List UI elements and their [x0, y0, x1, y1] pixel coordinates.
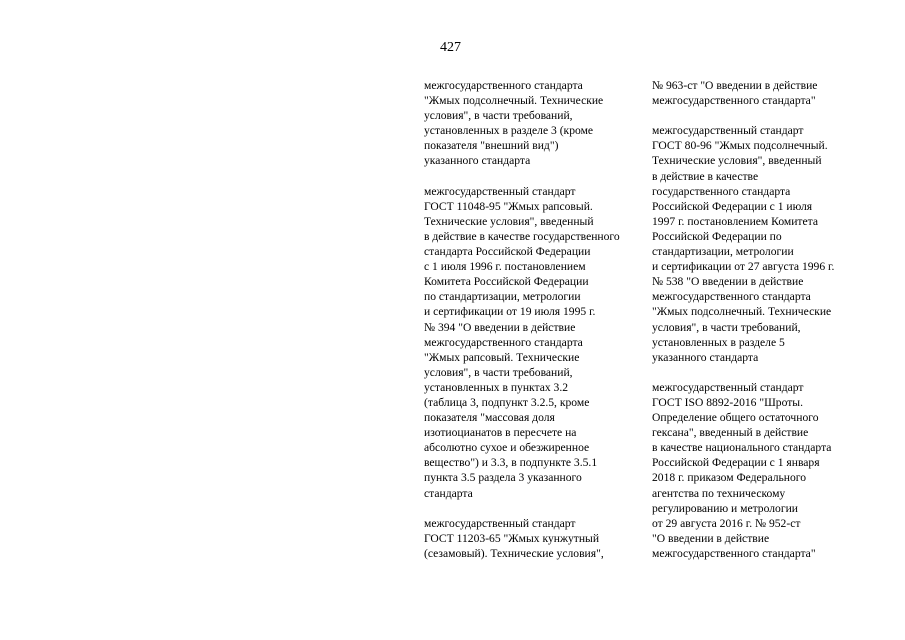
text-line: Технические условия", введенный [424, 214, 594, 228]
text-line: абсолютно сухое и обезжиренное [424, 441, 590, 455]
text-line: вещество") и 3.3, в подпункте 3.5.1 [424, 456, 598, 470]
text-line: агентства по техническому [652, 486, 786, 500]
text-line: условия", в части требований, [652, 320, 801, 334]
text-line: № 394 "О введении в действие [424, 320, 576, 334]
text-line: установленных в пунктах 3.2 [424, 380, 569, 394]
paragraph [424, 516, 639, 561]
text-line: установленных в разделе 3 (кроме [424, 124, 594, 138]
paragraph [424, 78, 639, 169]
text-line: ГОСТ 11048-95 "Жмых рапсовый. [424, 199, 593, 213]
text-line: (таблица 3, подпункт 3.2.5, кроме [424, 395, 590, 409]
text-line: с 1 июля 1996 г. постановлением [424, 260, 586, 274]
text-line: стандарта [424, 486, 473, 500]
text-line: "Жмых подсолнечный. Технические [652, 305, 832, 319]
paragraph [424, 184, 639, 501]
text-line: межгосударственного стандарта" [652, 94, 816, 108]
text-line: указанного стандарта [424, 154, 531, 168]
text-line: Российской Федерации с 1 июля [652, 199, 813, 213]
text-line: показателя "внешний вид") [424, 139, 559, 153]
text-line: пункта 3.5 раздела 3 указанного [424, 471, 582, 485]
text-line: "Жмых рапсовый. Технические [424, 350, 580, 364]
text-line: межгосударственного стандарта" [652, 546, 816, 560]
text-line: межгосударственного стандарта [652, 290, 811, 304]
paragraph [652, 78, 892, 108]
text-line: (сезамовый). Технические условия", [424, 546, 604, 560]
text-line: в действие в качестве государственного [424, 229, 620, 243]
right-column [652, 78, 892, 576]
text-line: № 538 "О введении в действие [652, 275, 804, 289]
text-line: изотиоцианатов в пересчете на [424, 426, 577, 440]
text-line: и сертификации от 19 июля 1995 г. [424, 305, 596, 319]
paragraph [652, 123, 892, 365]
text-line: по стандартизации, метрологии [424, 290, 581, 304]
text-line: 1997 г. постановлением Комитета [652, 214, 819, 228]
text-line: межгосударственного стандарта [424, 79, 583, 92]
text-line: условия", в части требований, [424, 109, 573, 123]
text-line: Комитета Российской Федерации [424, 275, 589, 289]
text-line: в качестве национального стандарта [652, 441, 832, 455]
text-line: стандарта Российской Федерации [424, 245, 591, 259]
text-line: "Жмых подсолнечный. Технические [424, 94, 604, 108]
text-line: показателя "массовая доля [424, 411, 555, 425]
text-line: № 963-ст "О введении в действие [652, 79, 818, 92]
text-line: ГОСТ 80-96 "Жмых подсолнечный. [652, 139, 828, 153]
text-line: межгосударственный стандарт [652, 380, 804, 394]
text-line: ГОСТ 11203-65 "Жмых кунжутный [424, 531, 600, 545]
text-line: и сертификации от 27 августа 1996 г. [652, 260, 835, 274]
text-line: указанного стандарта [652, 350, 759, 364]
text-line: "О введении в действие [652, 531, 770, 545]
text-line: межгосударственный стандарт [424, 184, 576, 198]
page-number: 427 [440, 40, 461, 55]
text-line: государственного стандарта [652, 184, 791, 198]
text-line: Технические условия", введенный [652, 154, 822, 168]
text-line: условия", в части требований, [424, 365, 573, 379]
text-line: 2018 г. приказом Федерального [652, 471, 807, 485]
text-line: Определение общего остаточного [652, 411, 819, 425]
text-line: регулированию и метрологии [652, 501, 798, 515]
text-line: от 29 августа 2016 г. № 952-ст [652, 516, 801, 530]
text-line: межгосударственный стандарт [424, 516, 576, 530]
text-line: в действие в качестве [652, 169, 759, 183]
text-line: стандартизации, метрологии [652, 245, 794, 259]
text-line: ГОСТ ISO 8892-2016 "Шроты. [652, 395, 803, 409]
text-line: Российской Федерации по [652, 229, 782, 243]
text-line: установленных в разделе 5 [652, 335, 785, 349]
text-line: межгосударственный стандарт [652, 124, 804, 138]
text-line: гексана", введенный в действие [652, 426, 809, 440]
left-column [424, 78, 639, 576]
paragraph [652, 380, 892, 561]
text-line: Российской Федерации с 1 января [652, 456, 820, 470]
text-line: межгосударственного стандарта [424, 335, 583, 349]
